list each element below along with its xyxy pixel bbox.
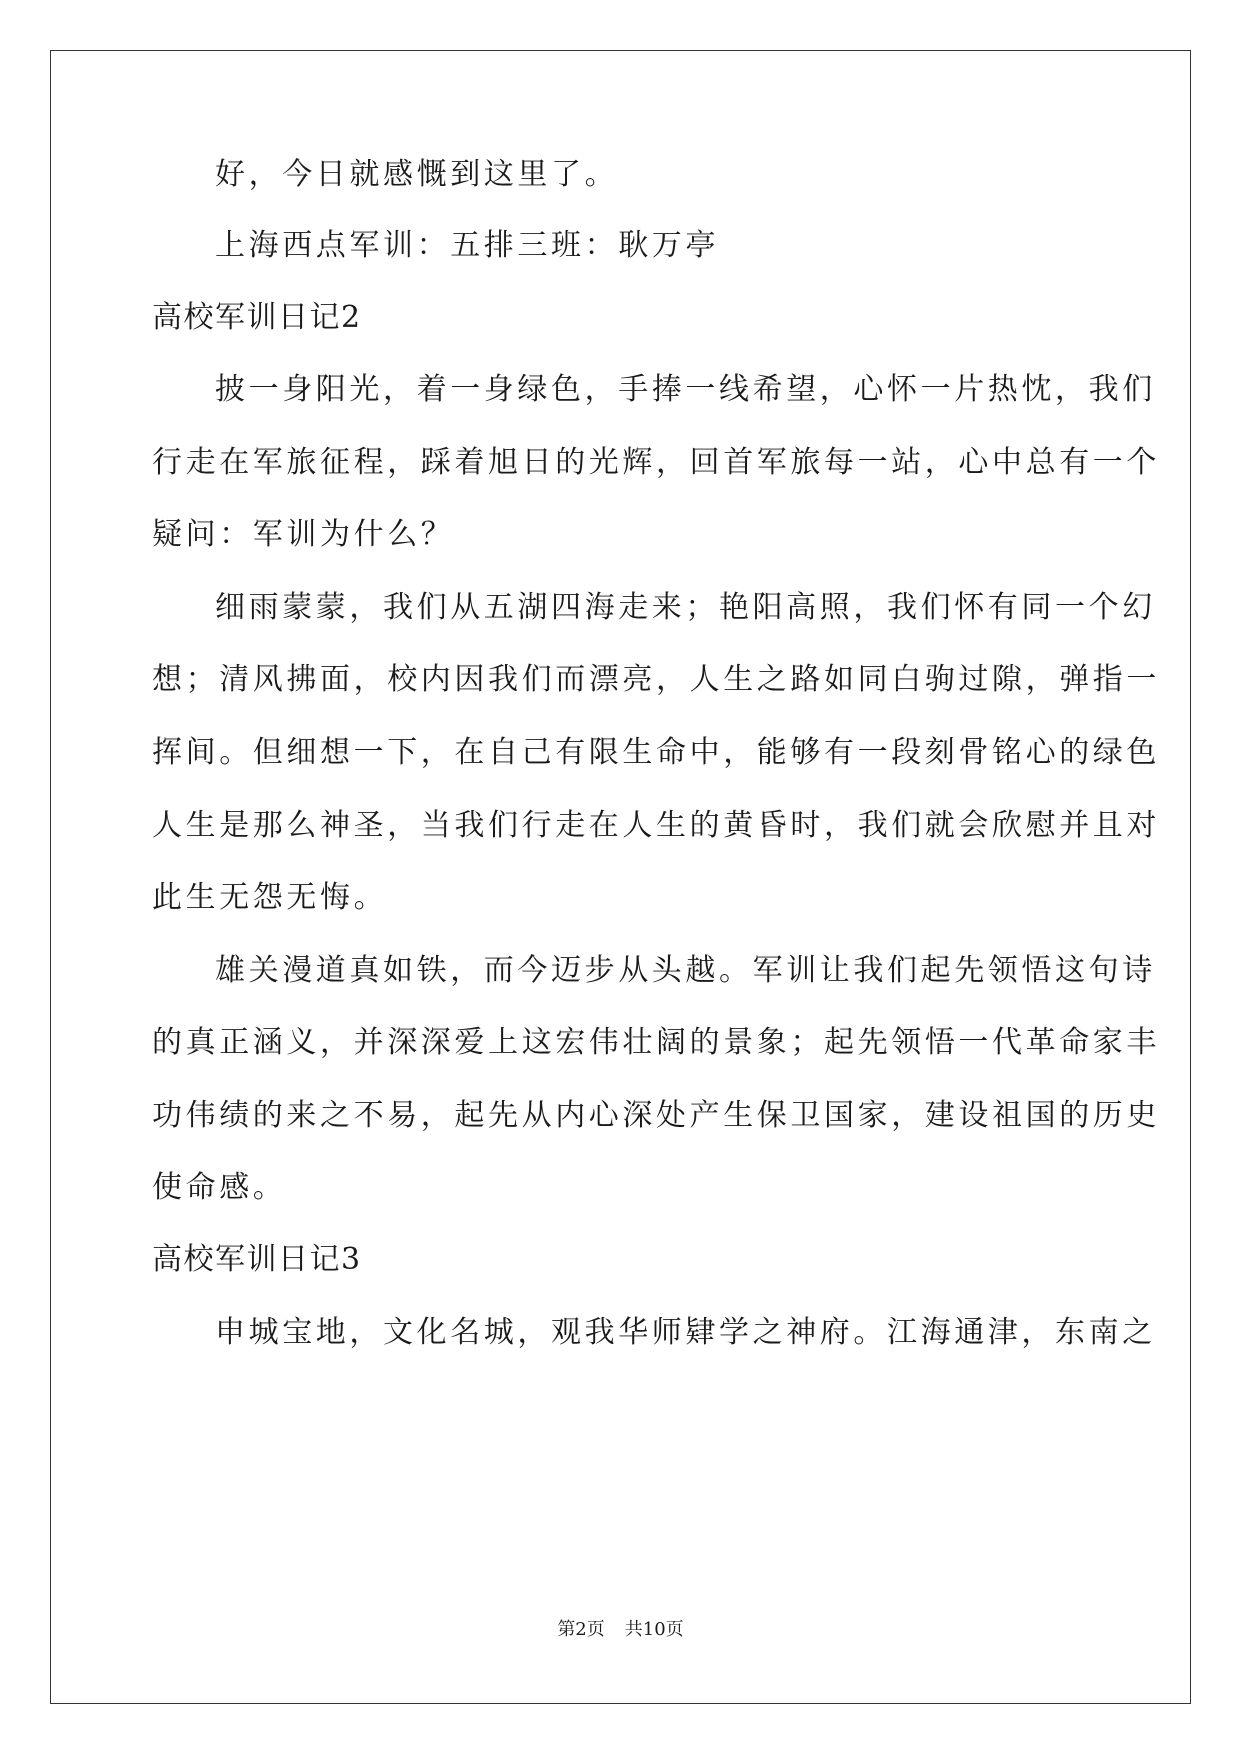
paragraph-line: 人生是那么神圣，当我们行走在人生的黄昏时，我们就会欣慰并且对 [152,808,1160,843]
paragraph-line: 疑问：军训为什么？ [152,517,455,552]
paragraph-line: 挥间。但细想一下，在自己有限生命中，能够有一段刻骨铭心的绿色 [152,735,1160,770]
paragraph-line: 披一身阳光，着一身绿色，手捧一线希望，心怀一片热忱，我们 [215,372,1156,407]
paragraph-line: 好，今日就感慨到这里了。 [215,157,619,192]
paragraph-line: 想；清风拂面，校内因我们而漂亮，人生之路如同白驹过隙，弹指一 [152,662,1160,697]
page-footer [0,1618,1241,1642]
signature-line: 上海西点军训：五排三班：耿万亭 [215,228,719,263]
paragraph-line: 申城宝地，文化名城，观我华师肄学之神府。江海通津，东南之 [215,1315,1156,1350]
page-number: 第2页 [557,1619,605,1640]
paragraph-line: 的真正涵义，并深深爱上这宏伟壮阔的景象；起先领悟一代革命家丰 [152,1025,1160,1060]
section-heading: 高校军训日记3 [152,1242,362,1277]
paragraph-line: 雄关漫道真如铁，而今迈步从头越。军训让我们起先领悟这句诗 [215,953,1156,988]
paragraph-line: 功伟绩的来之不易，起先从内心深处产生保卫国家，建设祖国的历史 [152,1098,1160,1133]
page-total: 共10页 [624,1619,684,1640]
paragraph-line: 细雨蒙蒙，我们从五湖四海走来；艳阳高照，我们怀有同一个幻 [215,590,1156,625]
paragraph-line: 使命感。 [152,1170,287,1205]
paragraph-line: 行走在军旅征程，踩着旭日的光辉，回首军旅每一站，心中总有一个 [152,445,1160,480]
paragraph-line: 此生无怨无悔。 [152,880,388,915]
section-heading: 高校军训日记2 [152,300,362,335]
